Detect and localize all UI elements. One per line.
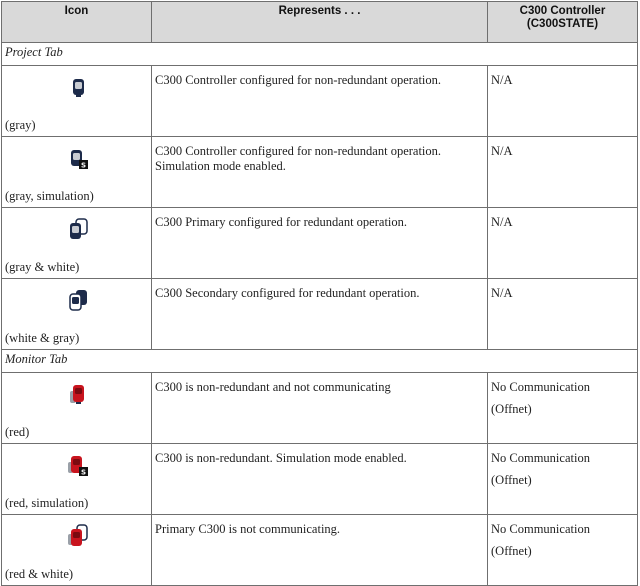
- table-row: [2, 444, 638, 515]
- icon-caption: (red): [5, 425, 30, 439]
- table-row: [2, 279, 638, 350]
- represents-text: C300 Secondary configured for redundant operation.: [152, 279, 488, 350]
- c300-red-icon: [67, 381, 89, 407]
- state-text: N/A: [491, 286, 513, 300]
- icon-caption: (gray, simulation): [5, 189, 94, 203]
- header-icon: Icon: [2, 2, 152, 43]
- represents-text: Primary C300 is not communicating.: [152, 515, 488, 586]
- icon-legend-table: [1, 1, 638, 586]
- table-row: [2, 137, 638, 208]
- section-label-monitor-tab: Monitor Tab: [2, 350, 638, 373]
- section-label-project-tab: Project Tab: [2, 43, 638, 66]
- represents-text: C300 is non-redundant. Simulation mode enabled.: [152, 444, 488, 515]
- section-row: [2, 350, 638, 373]
- represents-text: C300 Controller configured for non-redundant operation. Simulation mode enabled.: [152, 137, 488, 208]
- state-text: N/A: [491, 144, 513, 158]
- represents-text: C300 Primary configured for redundant operation.: [152, 208, 488, 279]
- simulation-badge-letter: S: [80, 161, 87, 170]
- icon-caption: (red & white): [5, 567, 74, 581]
- header-represents: Represents . . .: [152, 2, 488, 43]
- header-state-line1: C300 Controller: [519, 5, 606, 17]
- icon-caption: (gray): [5, 118, 36, 132]
- table-row: [2, 515, 638, 586]
- state-subtext: (Offnet): [491, 473, 532, 487]
- header-state-line2: (C300STATE): [526, 18, 599, 30]
- section-row: [2, 43, 638, 66]
- icon-caption: (red, simulation): [5, 496, 89, 510]
- c300-gray-simulation-icon: [67, 145, 89, 171]
- icon-caption: (gray & white): [5, 260, 80, 274]
- c300-red-simulation-icon: [67, 452, 89, 478]
- state-text: No Communication: [491, 451, 590, 465]
- state-subtext: (Offnet): [491, 544, 532, 558]
- c300-red-white-icon: [67, 523, 89, 549]
- header-row: [2, 2, 638, 43]
- state-text: N/A: [491, 73, 513, 87]
- c300-white-gray-icon: [67, 287, 89, 313]
- state-text: No Communication: [491, 380, 590, 394]
- header-c300-state: [488, 2, 638, 43]
- simulation-badge-letter: S: [80, 468, 87, 477]
- state-text: No Communication: [491, 522, 590, 536]
- c300-gray-icon: [67, 74, 89, 100]
- c300-gray-white-icon: [67, 216, 89, 242]
- state-subtext: (Offnet): [491, 402, 532, 416]
- represents-text: C300 is non-redundant and not communicating: [152, 373, 488, 444]
- table-row: [2, 208, 638, 279]
- represents-text: C300 Controller configured for non-redundant operation.: [152, 66, 488, 137]
- icon-caption: (white & gray): [5, 331, 80, 345]
- state-text: N/A: [491, 215, 513, 229]
- table-row: [2, 373, 638, 444]
- table-row: [2, 66, 638, 137]
